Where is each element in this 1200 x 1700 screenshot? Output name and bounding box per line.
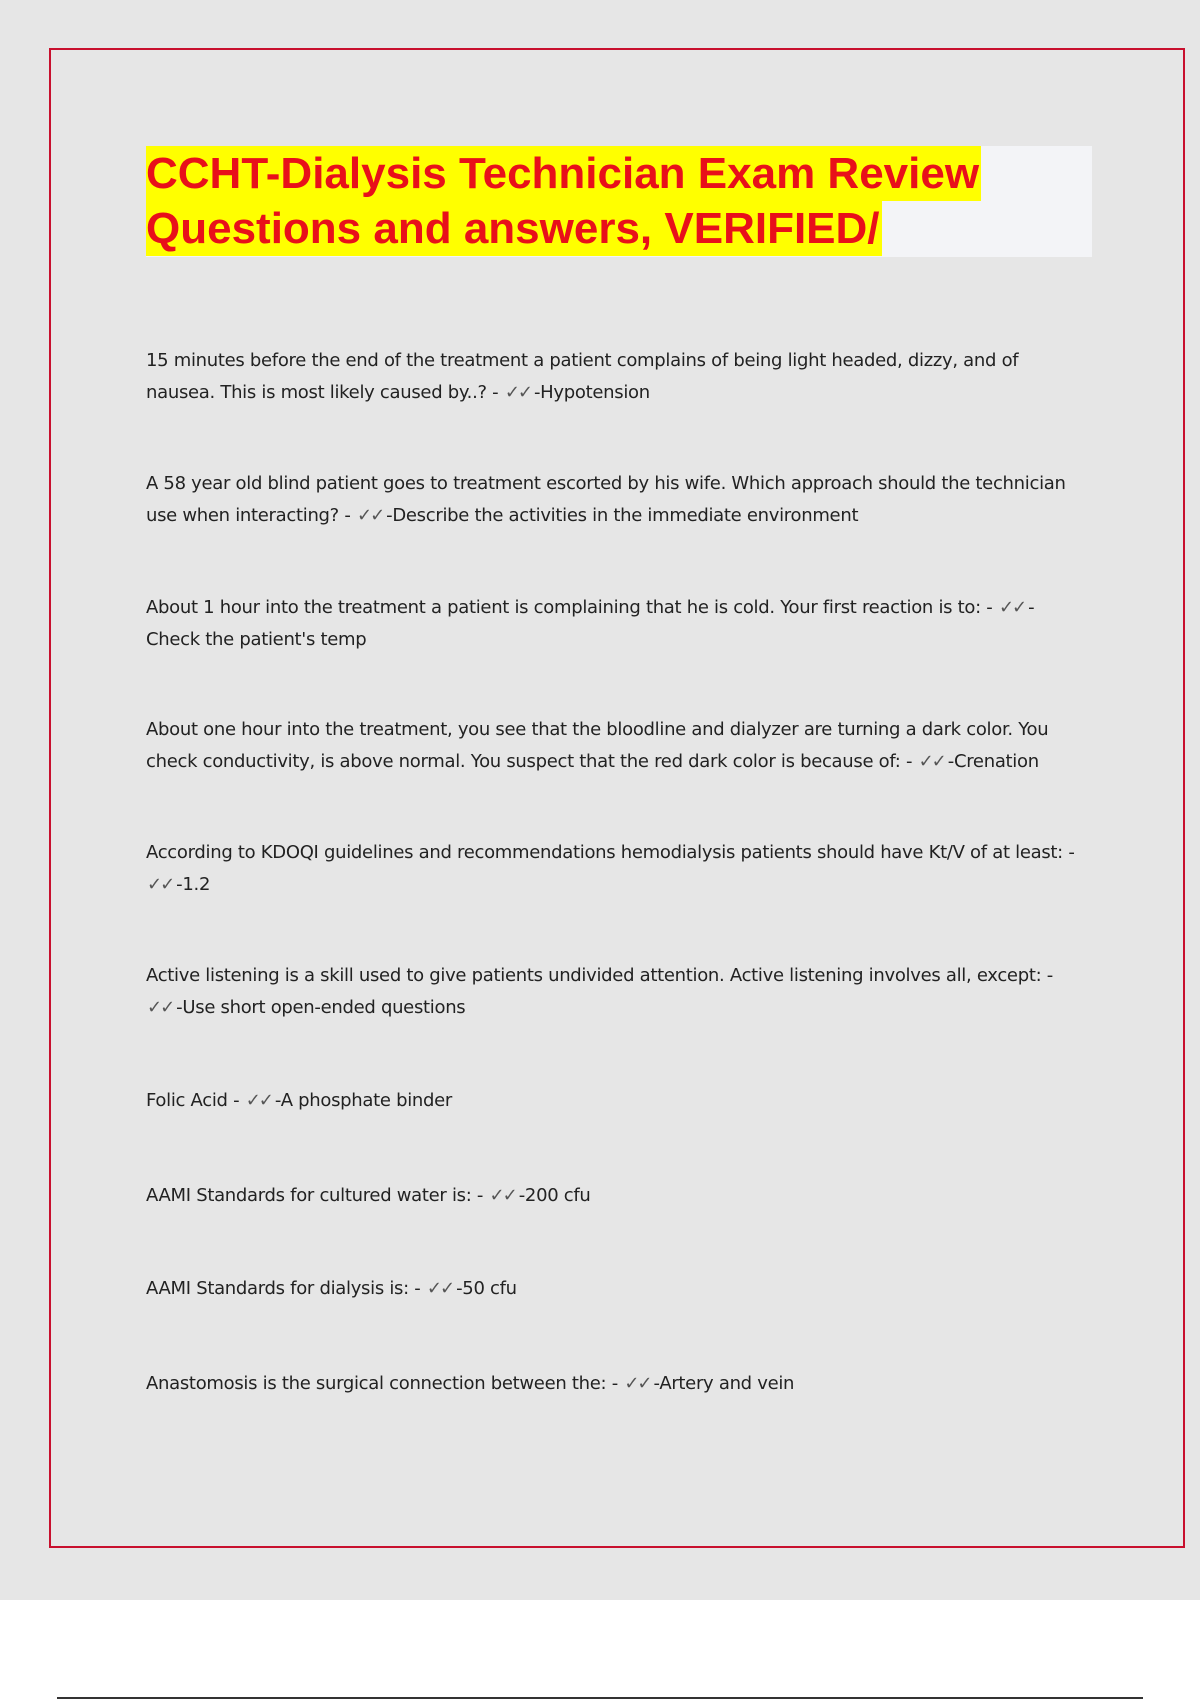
question-text: 15 minutes before the end of the treatment a patient complains of being light headed, dizzy, and of nausea. This is most likely caused by..? - [146, 350, 1019, 403]
qa-item [146, 345, 1086, 409]
double-checkmark-icon: ✓✓ [998, 597, 1026, 618]
answer-text: -A phosphate binder [274, 1090, 453, 1111]
document-title-line-2: Questions and answers, VERIFIED/ [146, 201, 882, 256]
question-text: About 1 hour into the treatment a patient is complaining that he is cold. Your first reaction is to: - [146, 597, 993, 618]
answer-text: -1.2 [176, 874, 211, 895]
qa-item [146, 1368, 1086, 1400]
question-text: AAMI Standards for dialysis is: - [146, 1278, 421, 1299]
double-checkmark-icon: ✓✓ [489, 1185, 516, 1206]
qa-item [146, 1180, 1086, 1212]
qa-item [146, 468, 1086, 532]
document-title-line-1: CCHT-Dialysis Technician Exam Review [146, 146, 981, 201]
answer-text: -50 cfu [456, 1278, 517, 1299]
question-text: AAMI Standards for cultured water is: - [146, 1185, 484, 1206]
qa-item [146, 714, 1086, 778]
question-text: Folic Acid - [146, 1090, 240, 1111]
answer-text: -Artery and vein [653, 1373, 795, 1394]
double-checkmark-icon: ✓✓ [624, 1373, 651, 1394]
qa-item [146, 837, 1086, 901]
answer-text: -Use short open-ended questions [176, 997, 466, 1018]
question-text: A 58 year old blind patient goes to treatment escorted by his wife. Which approach should the technician use when interacting? - [146, 473, 1066, 526]
question-text: According to KDOQI guidelines and recommendations hemodialysis patients should have Kt/V of at least: - [146, 842, 1075, 863]
qa-item [146, 592, 1086, 656]
double-checkmark-icon: ✓✓ [147, 874, 174, 895]
answer-text: -Crenation [947, 751, 1039, 772]
qa-item [146, 960, 1086, 1024]
question-text: Anastomosis is the surgical connection between the: - [146, 1373, 618, 1394]
double-checkmark-icon: ✓✓ [918, 751, 945, 772]
answer-text: -200 cfu [518, 1185, 591, 1206]
double-checkmark-icon: ✓✓ [245, 1090, 272, 1111]
answer-text: -Describe the activities in the immediate environment [386, 505, 859, 526]
double-checkmark-icon: ✓✓ [504, 382, 531, 403]
double-checkmark-icon: ✓✓ [147, 997, 174, 1018]
footer-rule [57, 1697, 1143, 1699]
question-text: About one hour into the treatment, you see that the bloodline and dialyzer are turning a dark color. You check conductivity, is above normal. You suspect that the red dark color is because of: - [146, 719, 1049, 772]
qa-item [146, 1273, 1086, 1305]
qa-item [146, 1085, 1086, 1117]
double-checkmark-icon: ✓✓ [426, 1278, 454, 1299]
question-text: Active listening is a skill used to give patients undivided attention. Active listening involves all, except: - [146, 965, 1053, 986]
page-border [49, 48, 1185, 1548]
double-checkmark-icon: ✓✓ [356, 505, 384, 526]
answer-text: -Hypotension [533, 382, 650, 403]
answer-text: -Check the patient's temp [146, 597, 1035, 650]
